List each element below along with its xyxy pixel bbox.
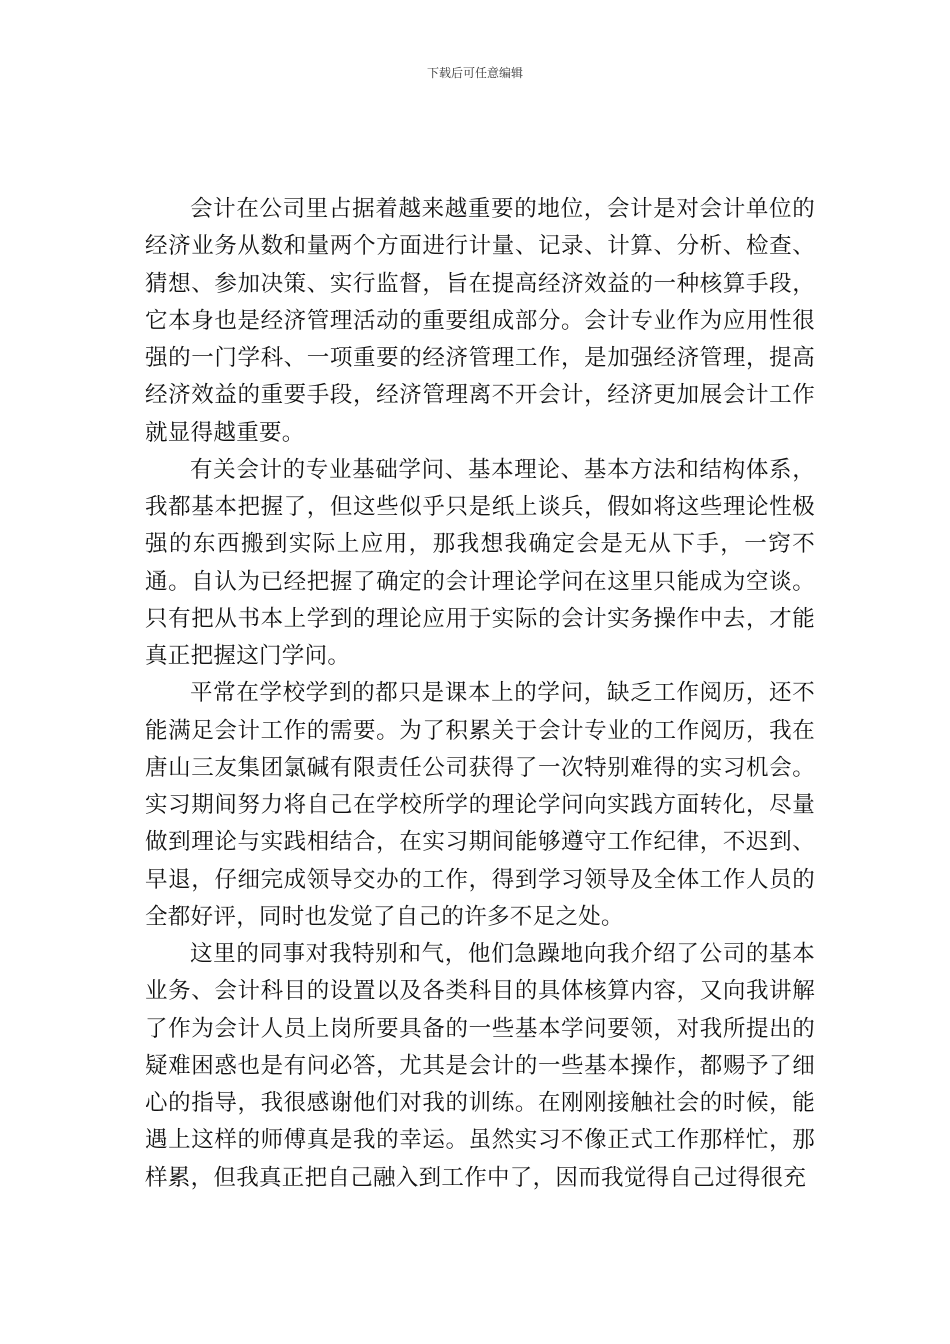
- paragraph-1: 会计在公司里占据着越来越重要的地位，会计是对会计单位的经济业务从数和量两个方面进行计量、记录、计算、分析、检查、猜想、参加决策、实行监督，旨在提高经济效益的一种核算手段，它本身也是经济管理活动的重要组成部分。会计专业作为应用性很强的一门学科、一项重要的经济管理工作，是加强经济管理，提高经济效益的重要手段，经济管理离不开会计，经济更加展会计工作就显得越重要。: [145, 196, 815, 446]
- paragraph-3: 平常在学校学到的都只是课本上的学问，缺乏工作阅历，还不能满足会计工作的需要。为了积累关于会计专业的工作阅历，我在唐山三友集团氯碱有限责任公司获得了一次特别难得的实习机会。实习期间努力将自己在学校所学的理论学问向实践方面转化，尽量做到理论与实践相结合，在实习期间能够遵守工作纪律，不迟到、早退，仔细完成领导交办的工作，得到学习领导及全体工作人员的全都好评，同时也发觉了自己的许多不足之处。: [145, 680, 815, 930]
- page-header: 下载后可任意编辑: [426, 66, 523, 80]
- paragraph-4: 这里的同事对我特别和气，他们急躁地向我介绍了公司的基本业务、会计科目的设置以及各类科目的具体核算内容，又向我讲解了作为会计人员上岗所要具备的一些基本学问要领，对我所提出的疑难困惑也是有问必答，尤其是会计的一些基本操作，都赐予了细心的指导，我很感谢他们对我的训练。在刚刚接触社会的时候，能遇上这样的师傅真是我的幸运。虽然实习不像正式工作那样忙，那样累，但我真正把自己融入到工作中了，因而我觉得自己过得很充: [145, 941, 815, 1191]
- document-body: [145, 191, 815, 1197]
- paragraph-2: 有关会计的专业基础学问、基本理论、基本方法和结构体系，我都基本把握了，但这些似乎只是纸上谈兵，假如将这些理论性极强的东西搬到实际上应用，那我想我确定会是无从下手，一窍不通。自认为已经把握了确定的会计理论学问在这里只能成为空谈。只有把从书本上学到的理论应用于实际的会计实务操作中去，才能真正把握这门学问。: [145, 456, 815, 669]
